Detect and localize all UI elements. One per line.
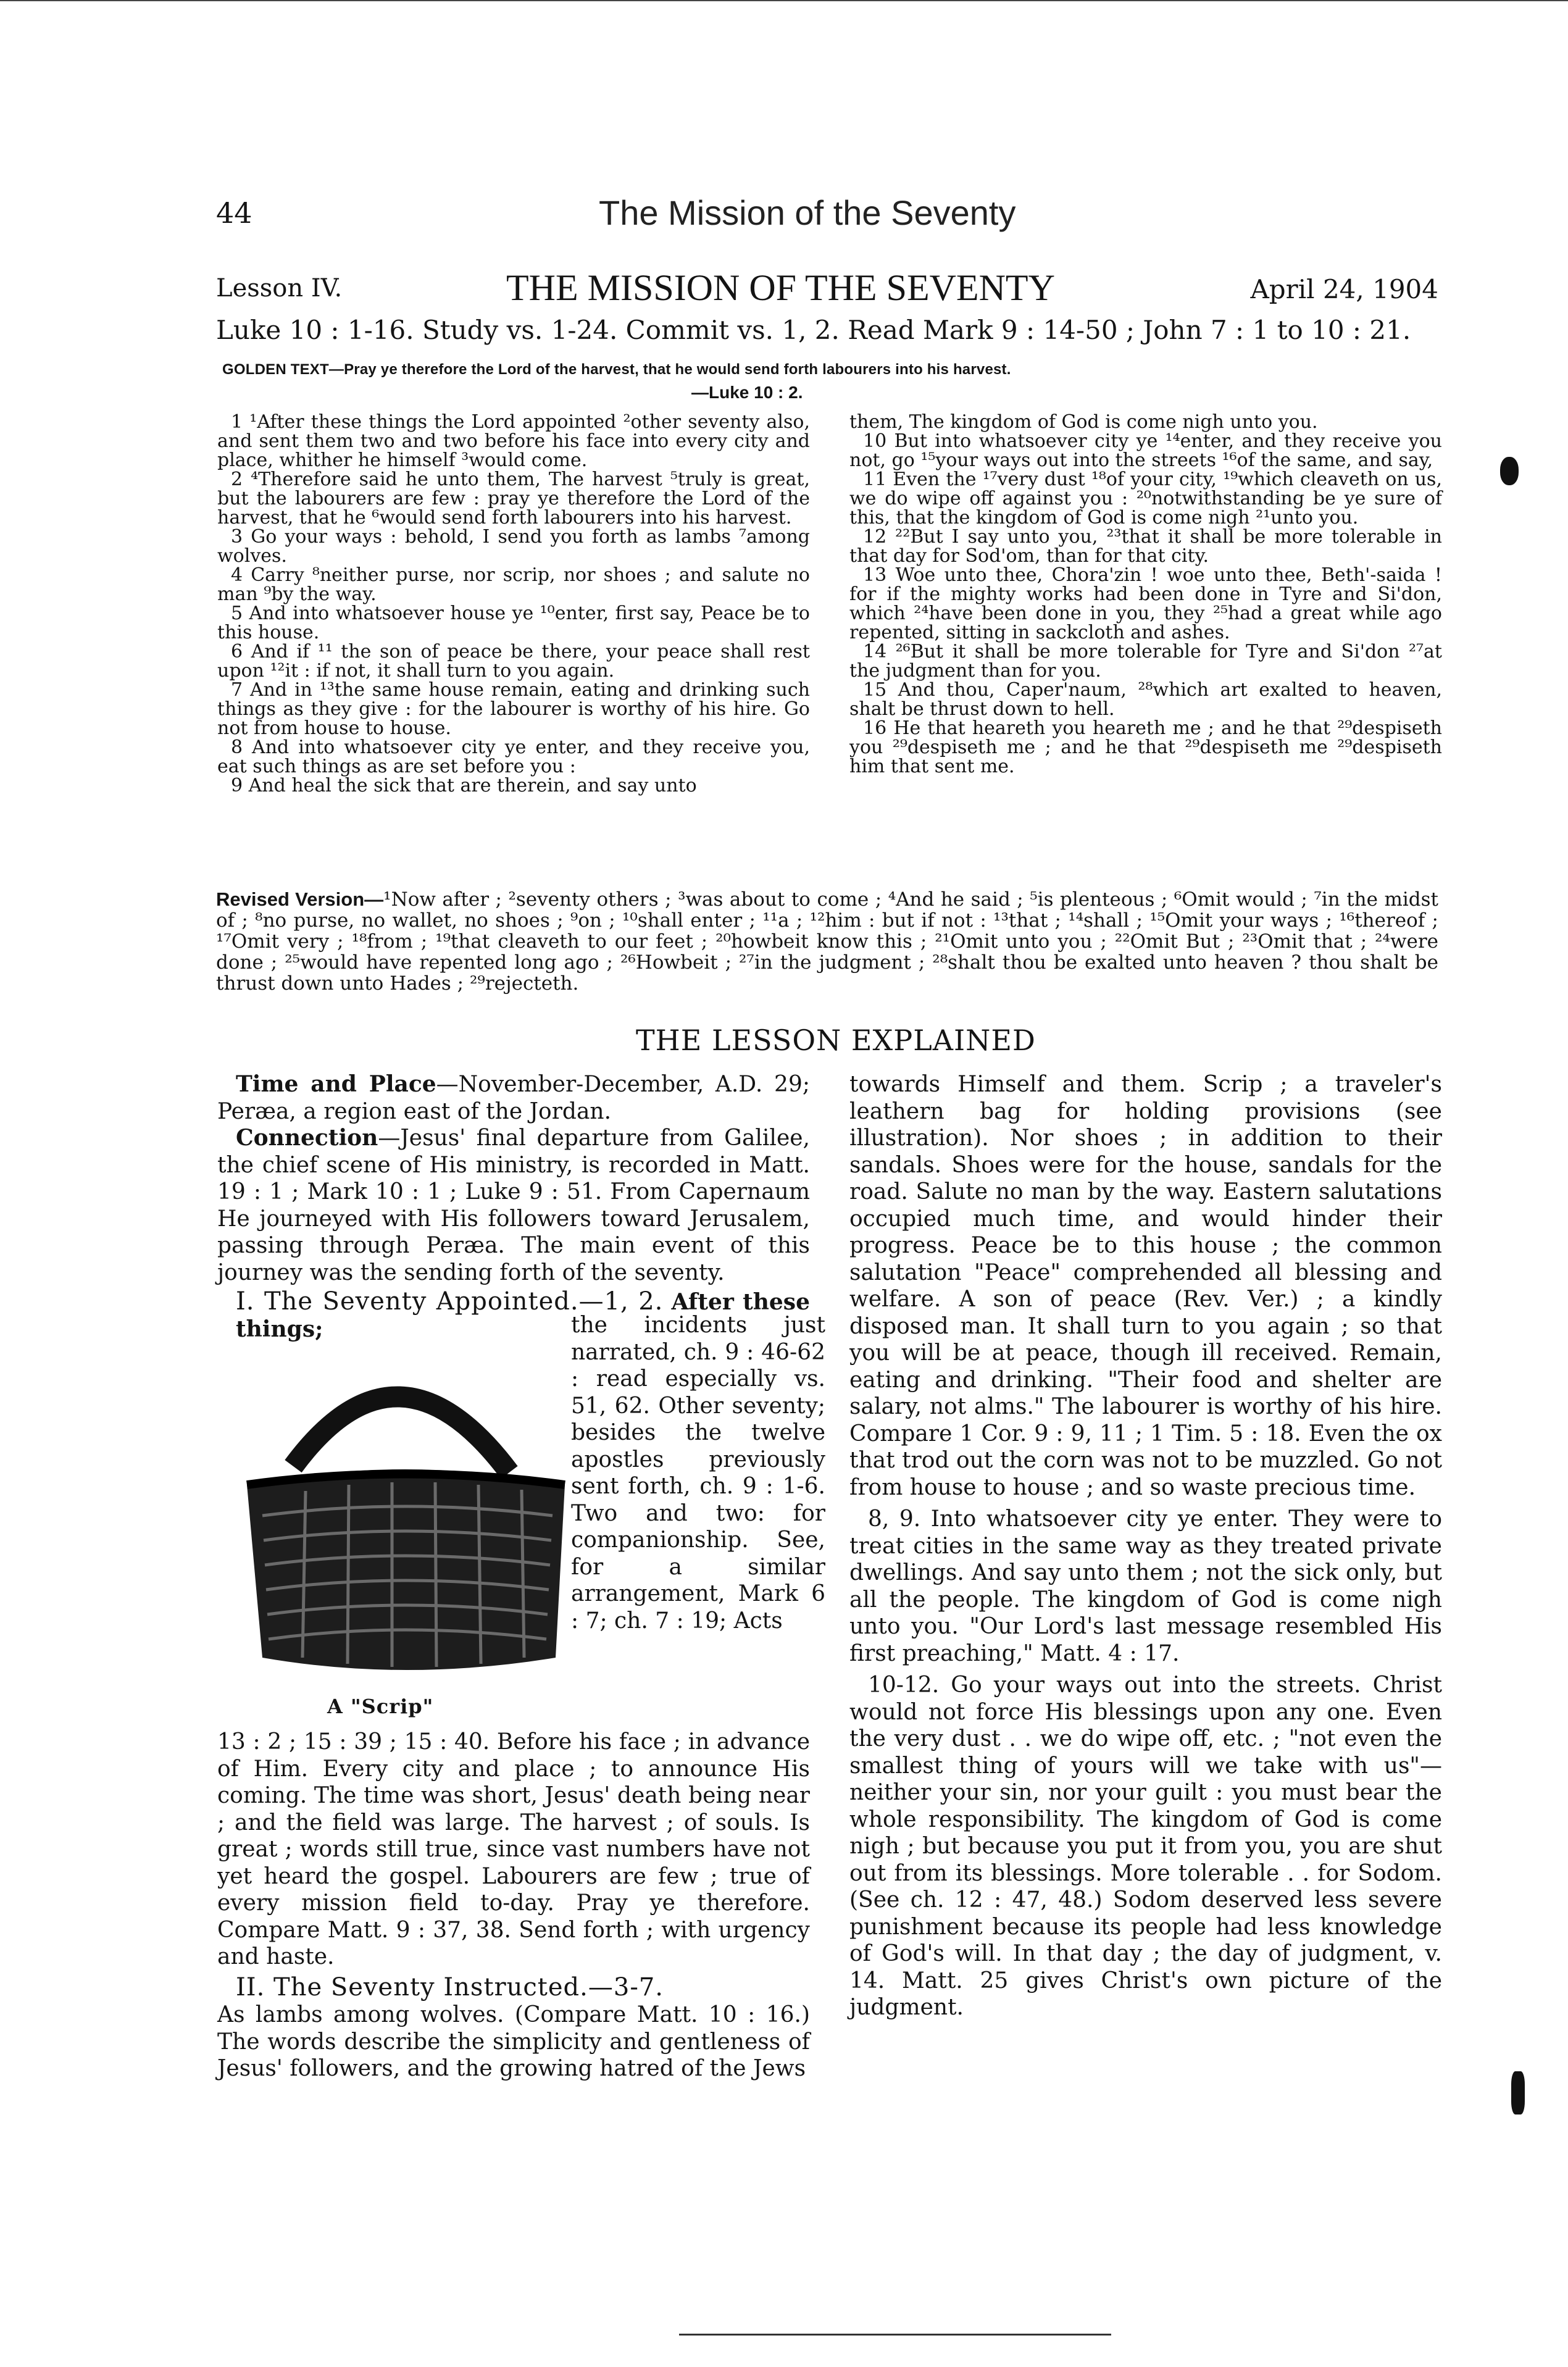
commentary-right-column bbox=[849, 1071, 1442, 2021]
lesson-header bbox=[216, 267, 1438, 310]
section-1-first-phrase: After these things; bbox=[236, 1289, 810, 1342]
verse: 14 ²⁶But it shall be more tolerable for Tyre and Si'don ²⁷at the judgment than for you. bbox=[849, 641, 1442, 682]
time-text: —November-December, A.D. 29; Peræa, a region east of the Jordan. bbox=[217, 1072, 810, 1124]
verse: 11 Even the ¹⁷very dust ¹⁸of your city, ¹⁹which cleaveth on us, we do wipe off against you : ²⁰notwithstanding be ye sure of this, that the kingdom of God is come nigh ²¹unto you. bbox=[849, 469, 1442, 528]
scripture-references: Luke 10 : 1-16. Study vs. 1-24. Commit vs. 1, 2. Read Mark 9 : 14-50 ; John 7 : 1 to 10 : 21. bbox=[216, 315, 1411, 345]
verse: 7 And in ¹³the same house remain, eating and drinking such things as they give : for the labourer is worthy of his hire. Go not from house to house. bbox=[217, 679, 810, 739]
verse: them, The kingdom of God is come nigh unto you. bbox=[849, 411, 1318, 433]
section-heading-explained: THE LESSON EXPLAINED bbox=[636, 1024, 1036, 1057]
verses-right-column bbox=[849, 412, 1442, 776]
page-number: 44 bbox=[216, 196, 252, 230]
section-2-text: As lambs among wolves. (Compare Matt. 10 : 16.) The words describe the simplicity and gentleness of Jesus' followers, and the growing hatred of the Jews bbox=[217, 2002, 810, 2081]
commentary-left-bottom bbox=[217, 1729, 810, 2082]
verse: 5 And into whatsoever house ye ¹⁰enter, first say, Peace be to this house. bbox=[217, 603, 810, 643]
section-1-heading: I. The Seventy Appointed.—1, 2. bbox=[236, 1287, 664, 1316]
ink-blot bbox=[1511, 2071, 1525, 2114]
revised-label: Revised Version— bbox=[216, 888, 384, 910]
verse: 15 And thou, Caper'naum, ²⁸which art exalted to heaven, shalt be thrust down to hell. bbox=[849, 679, 1442, 720]
section-2-heading: II. The Seventy Instructed.—3-7. bbox=[236, 1972, 664, 2002]
verses-left-column bbox=[217, 412, 810, 795]
scrip-illustration bbox=[219, 1337, 583, 1726]
connection-label: Connection bbox=[236, 1125, 378, 1151]
paragraph-verses-8-9: 8, 9. Into whatsoever city ye enter. They were to treat cities in the same way as they treated private dwellings. And say unto them ; not the sick only, but all the people. The kingdom of God is come nigh unto you. "Our Lord's last message resembled His first preaching," Matt. 4 : 17. bbox=[849, 1506, 1442, 1666]
golden-text: GOLDEN TEXT—Pray ye therefore the Lord of the harvest, that he would send forth labourers into his harvest. bbox=[222, 361, 1011, 378]
paragraph-scrip: towards Himself and them. Scrip ; a traveler's leathern bag for holding provisions (see illustration). Nor shoes ; in addition to their sandals. Shoes were for the house, sandals for the road. Salute no man by the way. Eastern salutations occupied much time, and would hinder their progress. Peace be to this house ; the common salutation "Peace" comprehended all blessing and welfare. A son of peace (Rev. Ver.) ; a kindly disposed man. It shall turn to you again ; so that you will be at peace, though ill received. Remain, eating and drinking. "Their food and shelter are salary, not alms." The labourer is worthy of his hire. Compare 1 Cor. 9 : 9, 11 ; 1 Tim. 5 : 18. Even the ox that trod out the corn was not to be muzzled. Go not from house to house ; and so waste precious time. bbox=[849, 1072, 1442, 1500]
verse: 4 Carry ⁸neither purse, nor scrip, nor shoes ; and salute no man ⁹by the way. bbox=[217, 564, 810, 605]
golden-text-reference: —Luke 10 : 2. bbox=[691, 383, 803, 402]
verse: 13 Woe unto thee, Chora'zin ! woe unto thee, Beth'-saida ! for if the mighty works had been done in Tyre and Si'don, which ²⁴have been done in you, they ²⁵had a great while ago repented, sitting in sackcloth and ashes. bbox=[849, 564, 1442, 643]
revised-text: ¹Now after ; ²seventy others ; ³was about to come ; ⁴And he said ; ⁵is plenteous ; ⁶Omit would ; ⁷in the midst of ; ⁸no purse, no wallet, no shoes ; ⁹on ; ¹⁰shall enter ; ¹¹a ; ¹²him : but if not : ¹³that ; ¹⁴shall ; ¹⁵Omit your ways ; ¹⁶thereof ; ¹⁷Omit very ; ¹⁸from ; ¹⁹that cleaveth to our feet ; ²⁰howbeit know this ; ²¹Omit unto you ; ²²Omit But ; ²³Omit that ; ²⁴were done ; ²⁵would have repented long ago ; ²⁶Howbeit ; ²⁷in the judgment ; ²⁸shalt thou be exalted unto heaven ? thou shalt be thrust down unto Hades ; ²⁹rejecteth. bbox=[216, 888, 1438, 995]
commentary-left-top bbox=[217, 1071, 810, 1343]
scan-rule bbox=[679, 2334, 1111, 2336]
connection-text: —Jesus' final departure from Galilee, the chief scene of His ministry, is recorded in Matt. 19 : 1 ; Mark 10 : 1 ; Luke 9 : 51. From Capernaum He journeyed with His followers toward Jerusalem, passing through Peræa. The main event of this journey was the sending forth of the seventy. bbox=[217, 1125, 810, 1285]
paragraph-verses-10-12: 10-12. Go your ways out into the streets. Christ would not force His blessings upon any one. Even the very dust . . we do wipe off, etc. ; "not even the smallest thing of yours will we take with us"—neither your sin, nor your guilt : you must bear the whole responsibility. The kingdom of God is come nigh ; but because you put it from you, you are shut out from its blessings. More tolerable . . for Sodom. (See ch. 12 : 47, 48.) Sodom deserved less severe punishment because its people had less knowledge of God's will. In that day ; the day of judgment, v. 14. Matt. 25 gives Christ's own picture of the judgment. bbox=[849, 1672, 1442, 2020]
verse: 10 But into whatsoever city ye ¹⁴enter, and they receive you not, go ¹⁵your ways out into the streets ¹⁶of the same, and say, bbox=[849, 430, 1442, 471]
verse: 12 ²²But I say unto you, ²³that it shall be more tolerable in that day for Sod'om, than for that city. bbox=[849, 526, 1442, 567]
lesson-title: THE MISSION OF THE SEVENTY bbox=[506, 267, 1055, 308]
revised-version-notes bbox=[216, 889, 1438, 994]
verse: 16 He that heareth you heareth me ; and he that ²⁹despiseth you ²⁹despiseth me ; and he that ²⁹despiseth me ²⁹despiseth him that sent me. bbox=[849, 717, 1442, 777]
illustration-caption: A "Scrip" bbox=[327, 1695, 434, 1718]
verse: 9 And heal the sick that are therein, and say unto bbox=[231, 775, 697, 796]
time-label: Time and Place bbox=[236, 1071, 436, 1097]
lesson-label: Lesson IV. bbox=[216, 274, 343, 303]
ink-blot bbox=[1500, 457, 1519, 485]
scan-edge bbox=[0, 0, 1568, 1]
lesson-date: April 24, 1904 bbox=[1250, 274, 1438, 304]
verse: 8 And into whatsoever city ye enter, and they receive you, eat such things as are set before you : bbox=[217, 737, 810, 777]
verse: 6 And if ¹¹ the son of peace be there, your peace shall rest upon ¹²it : if not, it shall turn to you again. bbox=[217, 641, 810, 682]
section-1-continued: 13 : 2 ; 15 : 39 ; 15 : 40. Before his face ; in advance of Him. Every city and place ; to announce His coming. The time was short, Jesus' death being near ; and the field was large. The harvest ; of souls. Is great ; words still true, since vast numbers have not yet heard the gospel. Labourers are few ; true of every mission field to-day. Pray ye therefore. Compare Matt. 9 : 37, 38. Send forth ; with urgency and haste. bbox=[217, 1729, 810, 1969]
commentary-beside-illustration: the incidents just narrated, ch. 9 : 46-62 : read especially vs. 51, 62. Other seventy; besides the twelve apostles previously sent forth, ch. 9 : 1-6. Two and two: for companionship. See, for a similar arrangement, Mark 6 : 7; ch. 7 : 19; Acts bbox=[571, 1313, 825, 1634]
running-title: The Mission of the Seventy bbox=[599, 193, 1016, 232]
verse: 2 ⁴Therefore said he unto them, The harvest ⁵truly is great, but the labourers are few : pray ye therefore the Lord of the harvest, that he ⁶would send forth labourers into his harvest. bbox=[217, 469, 810, 528]
verse: 3 Go your ways : behold, I send you forth as lambs ⁷among wolves. bbox=[217, 526, 810, 567]
verse: 1 ¹After these things the Lord appointed ²other seventy also, and sent them two and two before his face into every city and place, whither he himself ³would come. bbox=[217, 411, 810, 471]
